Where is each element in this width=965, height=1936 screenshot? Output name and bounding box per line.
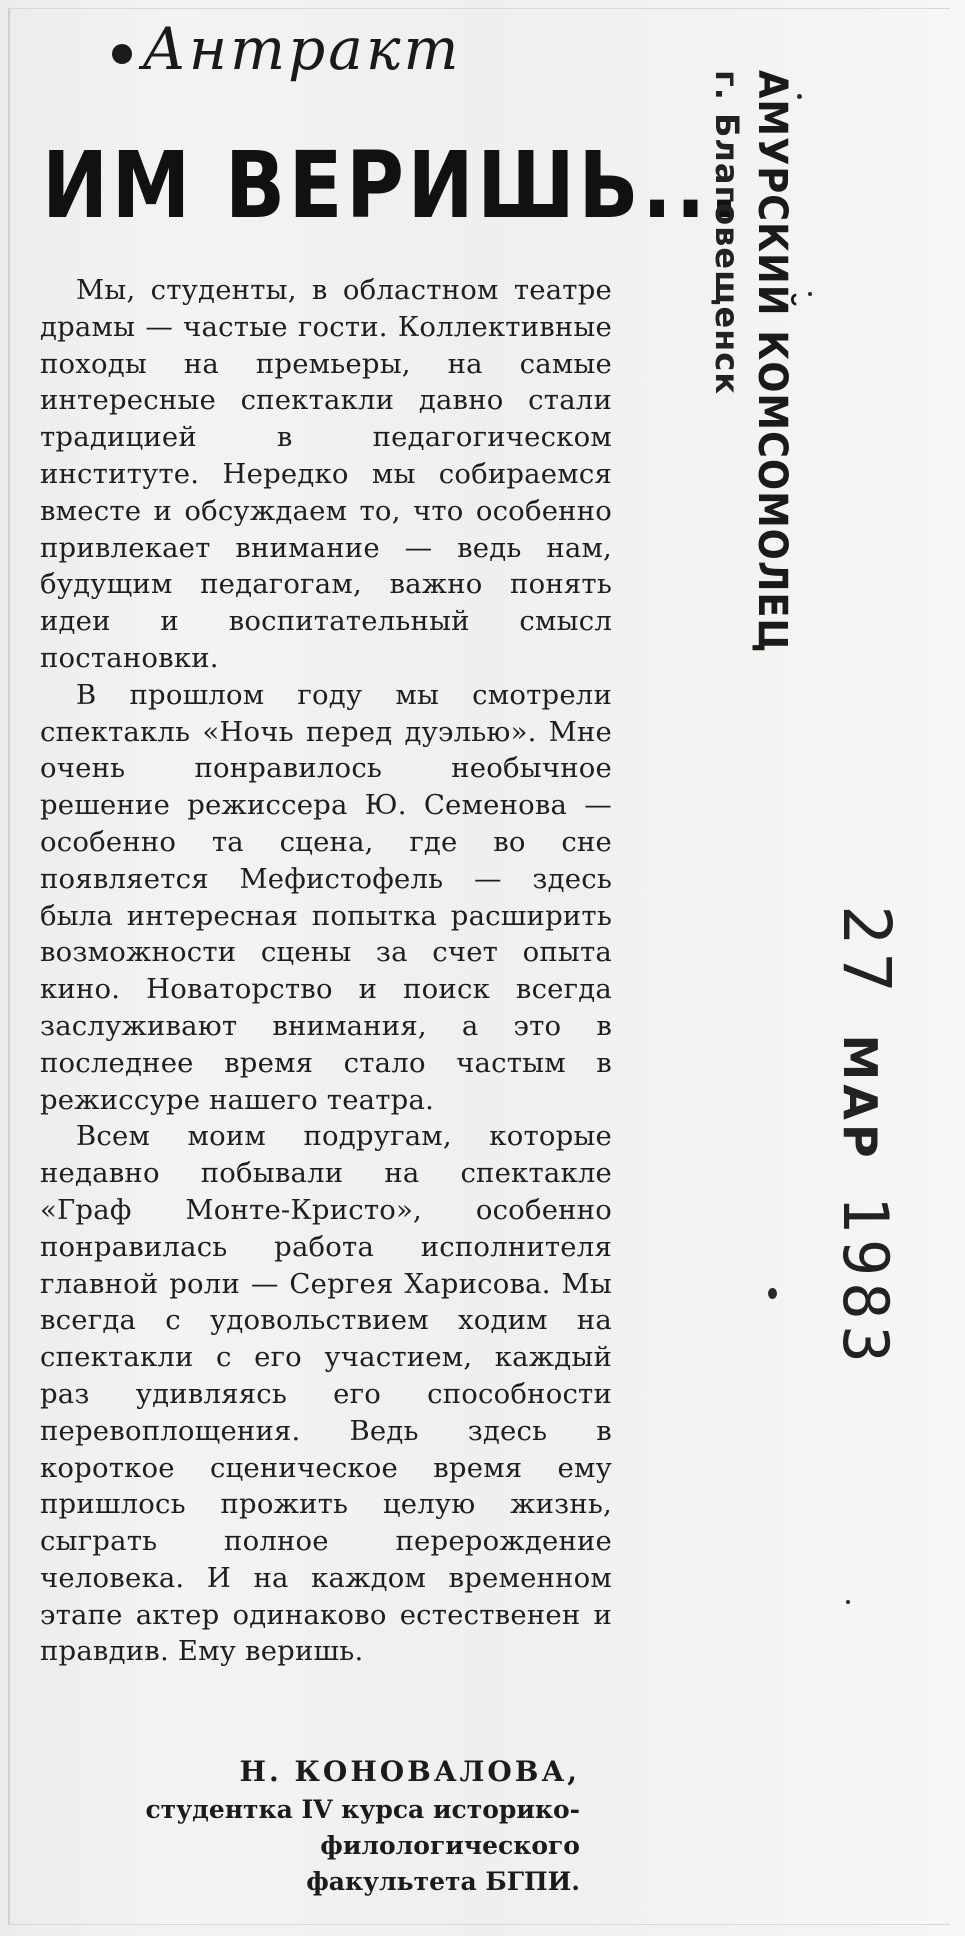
newspaper-name: АМУРСКИЙ КОМСОМОЛЕЦ: [749, 70, 795, 654]
author-title-line-2: филологического: [320, 1831, 580, 1860]
article-body: [40, 272, 612, 1670]
author-title-line-1: студентка IV курса историко-: [145, 1795, 580, 1824]
newspaper-city: г. Благовещенск: [708, 70, 746, 395]
rubric: [112, 15, 462, 83]
article-paragraph-2: В прошлом году мы смотрели спектакль «Ночь перед дуэлью». Мне очень понравилось необычное решение режиссера Ю. Семенова — особенно та сцена, где во сне появляется Мефистофель — здесь была интересная попытка расширить возможности сцены за счет опыта кино. Новаторство и поиск всегда заслуживают внимания, а это в последнее время стало частым в режиссуре нашего театра.: [40, 678, 612, 1116]
article-paragraph-3: Всем моим подругам, которые недавно побывали на спектакле «Граф Монте-Кристо», особенно понравилась работа исполнителя главной роли — Сергея Харисова. Мы всегда с удовольствием ходим на спектакли с его участием, каждый раз удивляясь его способности перевоплощения. Ведь здесь в короткое сценическое время ему пришлось прожить целую жизнь, сыграть полное перерождение человека. И на каждом временном этапе актер одинаково естественен и правдив. Ему веришь.: [40, 1120, 612, 1668]
author-signature: [60, 1752, 580, 1900]
date-day: 27: [828, 905, 905, 1001]
ink-speck: [797, 94, 802, 99]
newspaper-stamp: [707, 70, 795, 654]
bullet-icon: [112, 44, 132, 64]
ink-speck: [808, 292, 812, 296]
date-year: 1983: [829, 1195, 902, 1369]
ink-speck: [768, 1288, 777, 1299]
date-month: МАР: [833, 1034, 887, 1162]
author-title-line-3: факультета БГПИ.: [306, 1867, 580, 1896]
article-paragraph-1: Мы, студенты, в областном театре драмы — частые гости. Коллективные походы на премьеры, на самые интересные спектакли давно стали традицией в педагогическом институте. Нередко мы собираемся вместе и обсуждаем то, что особенно привлекает внимание — ведь нам, будущим педагогам, важно понять идеи и воспитательный смысл постановки.: [40, 274, 612, 674]
ink-speck: [846, 1600, 850, 1604]
date-stamp: [828, 905, 905, 1369]
article-headline: ИМ ВЕРИШЬ...: [42, 132, 743, 239]
rubric-title: Антракт: [142, 15, 462, 83]
author-name: Н. КОНОВАЛОВА,: [239, 1755, 580, 1788]
